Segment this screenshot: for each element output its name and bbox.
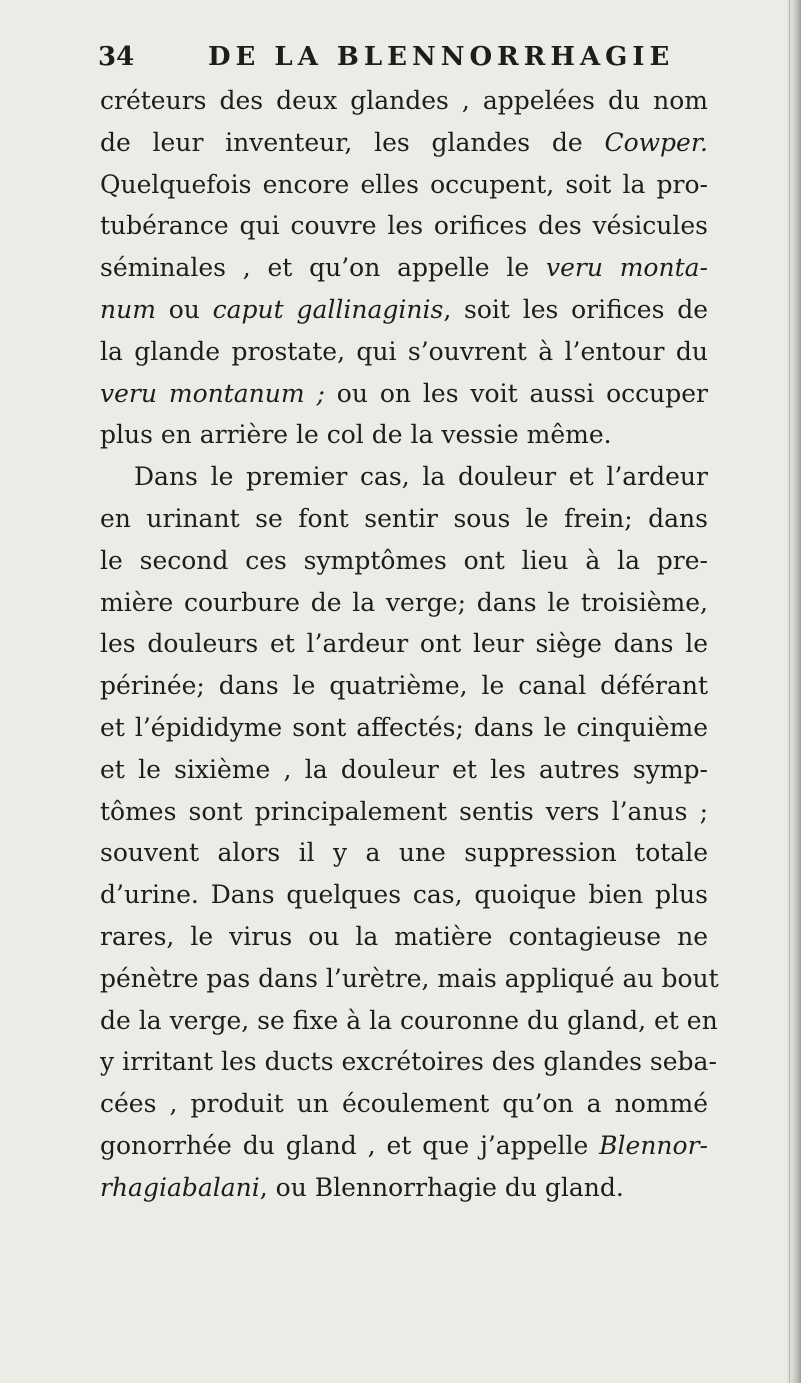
text-segment: rares, le virus ou la matière contagieuse ne (100, 921, 708, 951)
text-line (100, 414, 708, 456)
text-line (100, 1125, 708, 1167)
text-line (100, 205, 708, 247)
text-segment: ou (155, 294, 213, 324)
text-segment: Quelquefois encore elles occupent, soit la pro- (100, 169, 708, 199)
italic-text: Cowper. (604, 127, 708, 157)
text-line (100, 665, 708, 707)
italic-text: Blennor- (599, 1130, 708, 1160)
text-segment: séminales , et qu’on appelle le (100, 253, 546, 283)
text-line (100, 832, 708, 874)
italic-text: num (100, 294, 156, 324)
text-segment: pénètre pas dans l’urètre, mais appliqué au bout (100, 963, 719, 993)
text-segment: et le sixième , la douleur et les autres symp- (100, 754, 708, 784)
text-segment: le second ces symptômes ont lieu à la pre- (100, 545, 708, 575)
text-segment: de leur inventeur, les glandes de (100, 127, 605, 157)
text-segment: créteurs des deux glandes , appelées du nom (100, 86, 708, 115)
page-edge (787, 0, 801, 1383)
text-segment: , ou Blennorrhagie du gland. (259, 1172, 624, 1202)
text-segment: d’urine. Dans quelques cas, quoique bien plus (100, 880, 708, 910)
text-line (100, 874, 708, 916)
text-line (100, 707, 708, 749)
text-line (100, 1167, 708, 1209)
text-segment: cées , produit un écoulement qu’on a nommé (100, 1089, 708, 1119)
text-line (100, 540, 708, 582)
text-line (100, 749, 708, 791)
text-segment: de la verge, se fixe à la couronne du gland, et en (100, 1005, 718, 1035)
text-segment: Dans le premier cas, la douleur et l’ardeur (134, 462, 708, 492)
text-line (100, 1000, 718, 1042)
page-number: 34 (98, 42, 135, 72)
text-line (100, 456, 708, 498)
text-line (100, 916, 708, 958)
text-line (100, 247, 708, 289)
text-line (100, 122, 708, 164)
running-title: DE LA BLENNORRHAGIE (208, 42, 675, 72)
text-line (100, 958, 719, 1000)
italic-text: caput gallinaginis (212, 294, 444, 324)
text-line (100, 791, 708, 833)
italic-text: veru montanum ; (100, 378, 325, 408)
text-line (100, 373, 708, 415)
text-segment: mière courbure de la verge; dans le troisième, (100, 587, 708, 617)
text-line (100, 289, 708, 331)
text-segment: les douleurs et l’ardeur ont leur siège dans le (100, 629, 708, 659)
text-segment: souvent alors il y a une suppression totale (100, 838, 708, 868)
text-line (100, 164, 708, 206)
text-segment: , soit les orifices de (443, 294, 709, 324)
text-line (100, 1083, 708, 1125)
text-segment: et l’épididyme sont affectés; dans le cinquième (100, 712, 708, 742)
text-segment: tubérance qui couvre les orifices des vésicules (100, 211, 708, 241)
text-segment: gonorrhée du gland , et que j’appelle (100, 1130, 600, 1160)
italic-text: rhagiabalani (100, 1172, 260, 1202)
body-text (100, 80, 719, 1209)
text-segment: y irritant les ducts excrétoires des glandes seba- (100, 1047, 717, 1077)
text-line (100, 623, 708, 665)
text-line (100, 582, 708, 624)
text-segment: en urinant se font sentir sous le frein; dans (100, 503, 708, 533)
running-header (98, 42, 708, 82)
text-line (100, 331, 708, 373)
text-line (100, 1041, 717, 1083)
text-segment: la glande prostate, qui s’ouvrent à l’entour du (100, 336, 708, 366)
text-segment: périnée; dans le quatrième, le canal déférant (100, 671, 708, 701)
text-segment: plus en arrière le col de la vessie même. (100, 420, 612, 450)
text-segment: ou on les voit aussi occuper (324, 378, 708, 408)
text-line (100, 498, 708, 540)
text-line (100, 80, 708, 122)
italic-text: veru monta- (545, 253, 708, 283)
text-segment: tômes sont principalement sentis vers l’anus ; (100, 796, 708, 826)
